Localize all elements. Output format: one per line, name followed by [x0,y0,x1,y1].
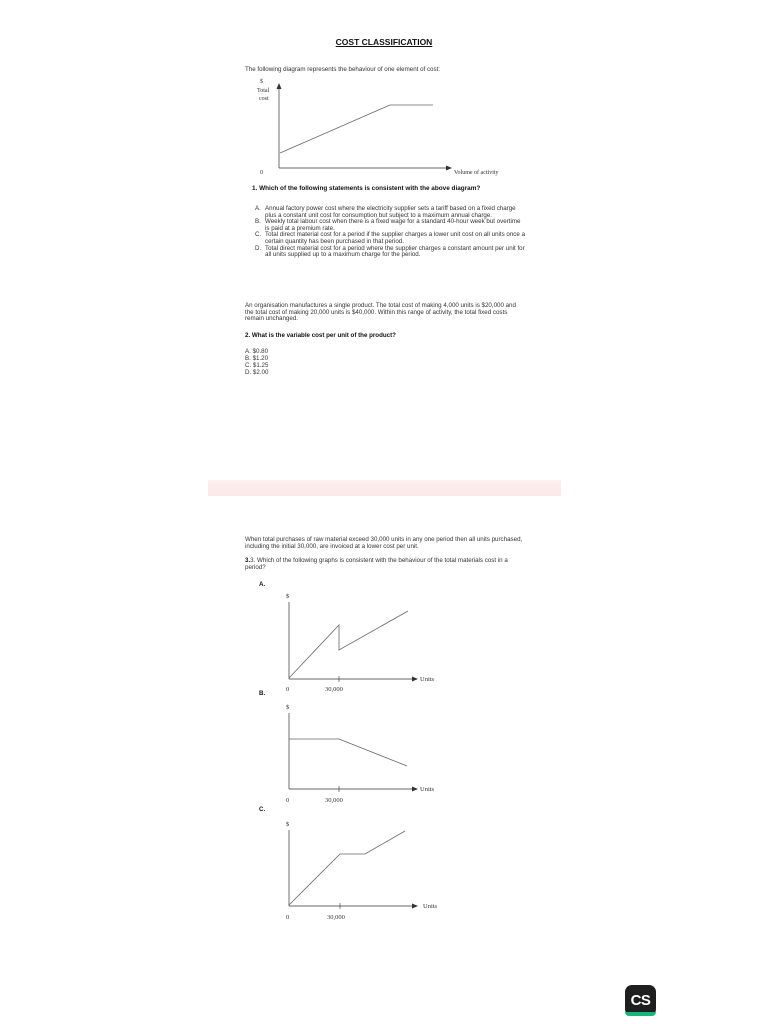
option-a-letter: A. [255,205,261,212]
graph-a-x-arrow [412,677,418,682]
graph-c-origin: 0 [286,914,290,921]
graph-b-tick-label: 30,000 [325,797,343,804]
diagram1-origin: 0 [260,170,263,176]
diagram1-y-label-2: cost [259,96,269,102]
question-2: 2. What is the variable cost per unit of the product? [245,332,396,339]
diagram1-y-arrow [277,83,282,89]
graph-b [270,698,450,808]
camscanner-logo-bar [625,1012,656,1016]
diagram1-cost-line [280,105,433,153]
option-d-text: Total direct material cost for a period where the supplier charges a constant amount per unit for all units supplied up to a maximum charge for the period. [265,244,525,259]
graph-c-tick-label: 30,000 [327,914,345,921]
answer-b: B. $1.20 [245,355,269,362]
option-c [255,232,525,245]
diagram1-x-arrow [446,166,452,171]
graph-a-y-symbol: $ [286,593,290,600]
graph-b-label: B. [259,690,266,697]
page-separator [208,480,561,496]
graph-c-y-symbol: $ [286,821,290,828]
graph-b-x-label: Units [420,786,435,793]
diagram1-x-label: Volume of activity [454,170,499,176]
graph-a-line [289,611,408,678]
answer-d: D. $2.00 [245,369,269,376]
option-d-letter: D. [255,244,262,252]
intro-text-2: An organisation manufactures a single product. The total cost of making 4,000 units is $20,000 and the total cost of making 20,000 units is $40,000. Within this range of activity, the total fixed costs remain unchanged. [245,302,516,323]
option-a-text: Annual factory power cost where the electricity supplier sets a tariff based on a fixed charge plus a constant unit cost for consumption but subject to a maximum annual charge. [265,205,516,219]
graph-b-x-arrow [412,787,418,792]
question-2-answers [245,348,268,376]
cost-behaviour-diagram [250,76,550,180]
graph-b-y-symbol: $ [286,704,290,711]
camscanner-logo-text: CS [630,992,651,1009]
option-d [255,246,525,259]
graph-a-label: A. [259,581,266,588]
graph-c-label: C. [259,806,266,813]
question-1-options [255,206,525,259]
graph-a-origin: 0 [286,686,290,693]
diagram1-y-symbol: $ [260,79,263,85]
page-title: COST CLASSIFICATION [335,37,433,47]
graph-a-x-label: Units [420,676,435,683]
graph-c [270,816,450,926]
question-3: 3.3. Which of the following graphs is consistent with the behaviour of the total materials cost in a period? [245,557,508,571]
camscanner-logo [625,985,656,1016]
graph-c-x-label: Units [423,903,438,910]
graph-c-x-arrow [412,904,418,909]
diagram1-y-label-1: Total [257,88,270,94]
graph-b-origin: 0 [286,797,290,804]
graph-c-line [289,831,405,905]
option-b-letter: B. [255,218,261,226]
intro-text-3: When total purchases of raw material exceed 30,000 units in any one period then all units purchased, including the initial 30,000, are invoiced at a lower cost per unit. [245,536,523,550]
intro-text-1: The following diagram represents the behaviour of one element of cost: [245,66,441,73]
question-1: 1. Which of the following statements is consistent with the above diagram? [252,185,481,192]
graph-b-line [289,739,407,766]
answer-a: A. $0.80 [245,348,269,355]
option-c-letter: C. [255,231,262,239]
option-b-text: Weekly total labour cost when there is a fixed wage for a standard 40-hour week but overtime is paid at a premium rate. [265,218,521,232]
answer-c: C. $1.25 [245,362,269,369]
option-c-text: Total direct material cost for a period if the supplier charges a lower unit cost on all units once a certain quantity has been purchased in that period. [265,231,526,245]
question-3-text: 3. Which of the following graphs is consistent with the behaviour of the total materials cost in a period? [245,557,508,571]
graph-a-tick-label: 30,000 [325,686,343,693]
graph-a [270,588,450,696]
